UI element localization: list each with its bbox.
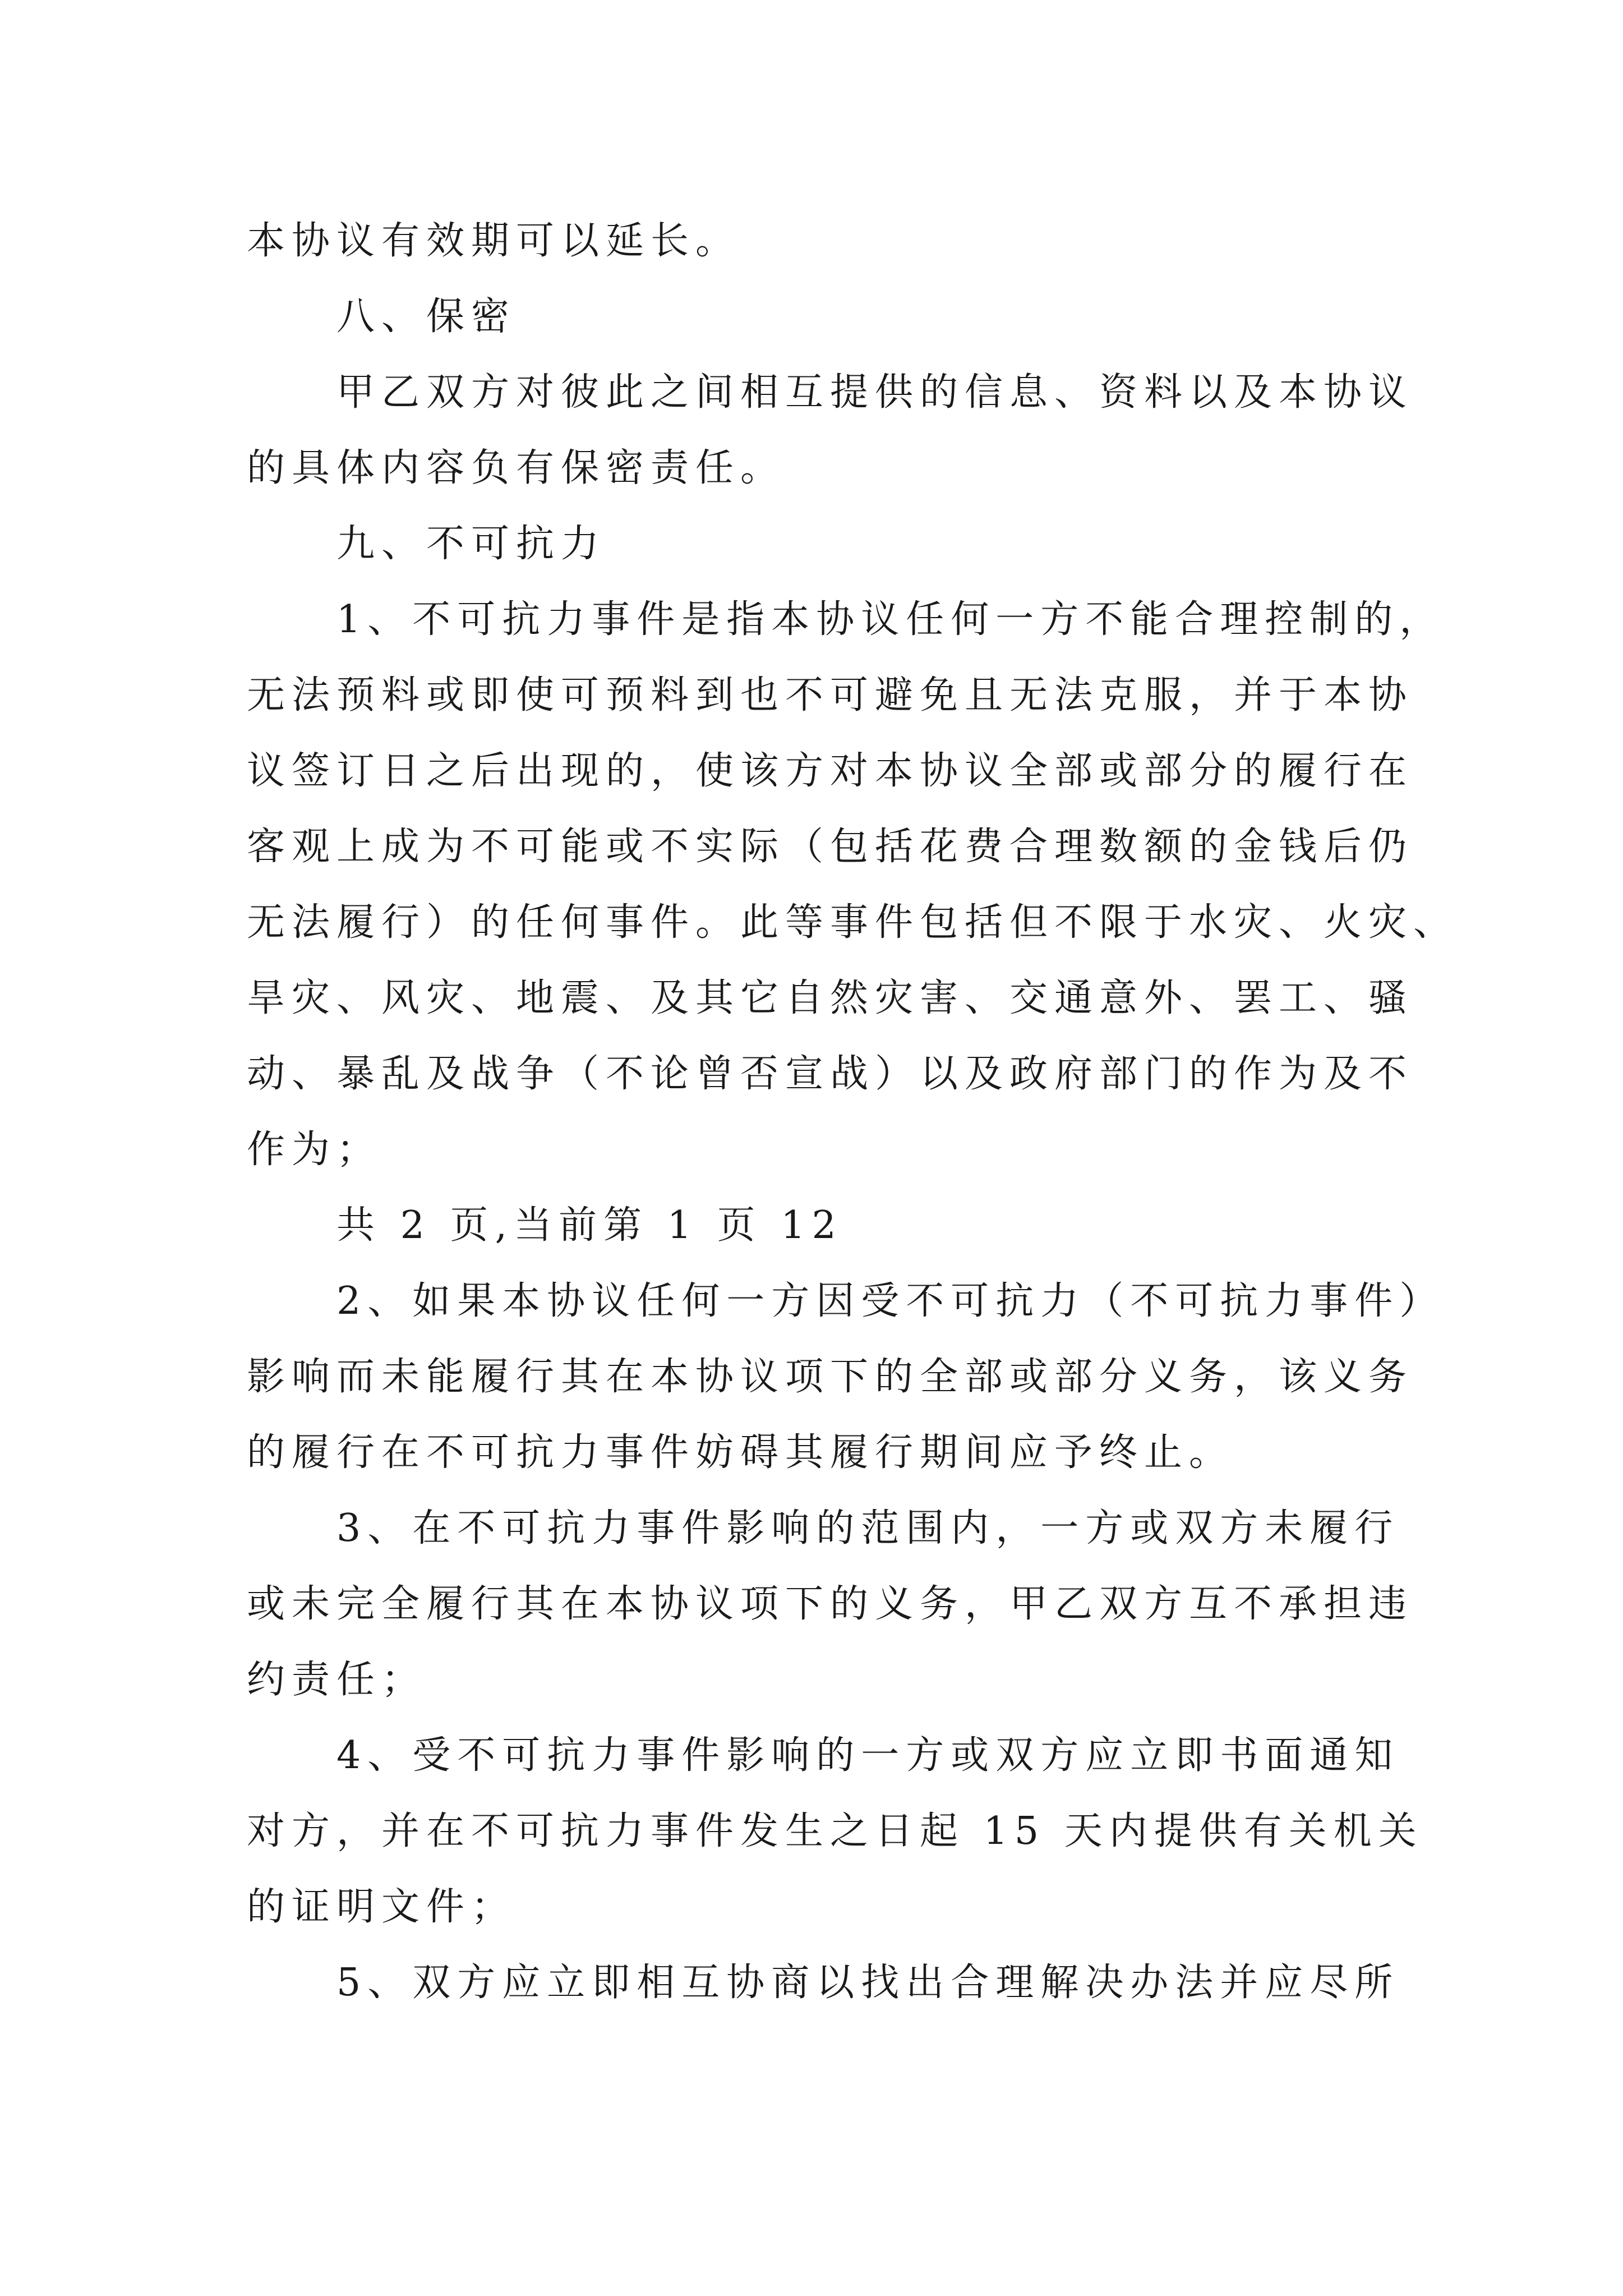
text-line: 议签订日之后出现的，使该方对本协议全部或部分的履行在 [247, 749, 1414, 793]
text-line: 甲乙双方对彼此之间相互提供的信息、资料以及本协议 [336, 370, 1414, 415]
text-line: 4、受不可抗力事件影响的一方或双方应立即书面通知 [336, 1733, 1400, 1778]
text-line: 约责任； [247, 1658, 427, 1702]
text-line: 的证明文件； [247, 1885, 517, 1929]
text-line: 本协议有效期可以延长。 [247, 219, 741, 263]
text-line: 无法预料或即使可预料到也不可避免且无法克服，并于本协 [247, 673, 1414, 717]
text-line: 的履行在不可抗力事件妨碍其履行期间应予终止。 [247, 1430, 1234, 1475]
text-line: 影响而未能履行其在本协议项下的全部或部分义务，该义务 [247, 1355, 1414, 1399]
text-line: 动、暴乱及战争（不论曾否宣战）以及政府部门的作为及不 [247, 1052, 1414, 1096]
page-counter: 共 2 页,当前第 1 页 12 [336, 1203, 843, 1248]
text-line: 2、如果本协议任何一方因受不可抗力（不可抗力事件） [336, 1279, 1445, 1323]
text-line: 旱灾、风灾、地震、及其它自然灾害、交通意外、罢工、骚 [247, 976, 1414, 1020]
text-line: 客观上成为不可能或不实际（包括花费合理数额的金钱后仍 [247, 825, 1414, 869]
text-line: 5、双方应立即相互协商以找出合理解决办法并应尽所 [336, 1961, 1400, 2005]
text-line: 1、不可抗力事件是指本协议任何一方不能合理控制的， [336, 597, 1445, 642]
text-line: 的具体内容负有保密责任。 [247, 446, 786, 490]
text-line: 3、在不可抗力事件影响的范围内，一方或双方未履行 [336, 1506, 1400, 1550]
section-heading-confidentiality: 八、保密 [336, 295, 517, 339]
text-line: 无法履行）的任何事件。此等事件包括但不限于水灾、火灾、 [247, 900, 1459, 945]
text-line: 对方，并在不可抗力事件发生之日起 15 天内提供有关机关 [247, 1809, 1423, 1853]
text-line: 或未完全履行其在本协议项下的义务，甲乙双方互不承担违 [247, 1582, 1414, 1626]
section-heading-force-majeure: 九、不可抗力 [336, 522, 606, 566]
text-line: 作为； [247, 1128, 382, 1172]
